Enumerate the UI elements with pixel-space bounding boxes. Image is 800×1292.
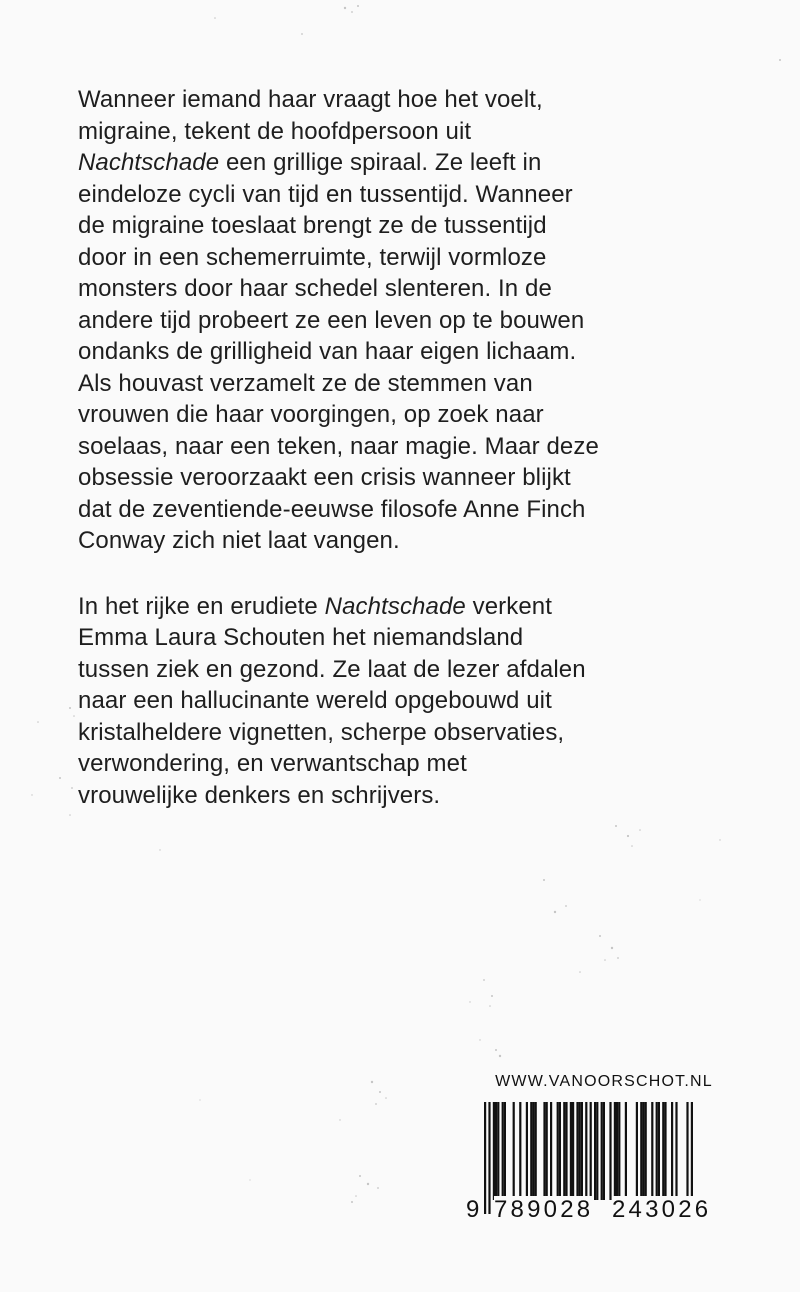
book-title-italic: Nachtschade bbox=[78, 149, 220, 176]
barcode-bar bbox=[572, 1102, 574, 1200]
barcode-bar bbox=[559, 1102, 561, 1200]
blurb-line: eindeloze cycli van tijd en tussentijd. Wanneer bbox=[78, 180, 573, 208]
barcode-bar bbox=[557, 1102, 559, 1200]
barcode-bar bbox=[535, 1102, 537, 1200]
barcode-bar bbox=[519, 1102, 521, 1200]
blurb-line: Wanneer iemand haar vraagt hoe het voelt, bbox=[78, 86, 543, 113]
barcode-bar bbox=[651, 1102, 653, 1200]
barcode-bar bbox=[550, 1102, 552, 1200]
barcode-bar bbox=[645, 1102, 647, 1200]
barcode-bar bbox=[614, 1102, 616, 1200]
barcode-bar bbox=[530, 1102, 532, 1200]
barcode-bar bbox=[495, 1102, 497, 1200]
barcode-bar bbox=[671, 1102, 673, 1200]
blurb-line: migraine, tekent de hoofdpersoon uit bbox=[78, 117, 472, 145]
blurb-line: verwondering, en verwantschap met bbox=[78, 750, 467, 777]
blurb-line: In het rijke en erudiete Nachtschade verkent bbox=[78, 592, 553, 620]
blurb-line: Conway zich niet laat vangen. bbox=[78, 527, 400, 554]
blurb-line: naar een hallucinante wereld opgebouwd uit bbox=[78, 687, 552, 714]
barcode-bar bbox=[563, 1102, 565, 1200]
barcode-bar bbox=[625, 1102, 627, 1200]
barcode-bar bbox=[565, 1102, 567, 1200]
blurb-line: monsters door haar schedel slenteren. In de bbox=[78, 275, 552, 302]
blurb-paragraph-1 bbox=[78, 84, 678, 557]
isbn-left-group: 789028 bbox=[494, 1196, 594, 1223]
blurb-line: door in een schemerruimte, terwijl vormloze bbox=[78, 243, 547, 271]
blurb-line: vrouwelijke denkers en schrijvers. bbox=[78, 781, 441, 809]
barcode-bar bbox=[504, 1102, 506, 1200]
blurb-paragraph-2 bbox=[78, 591, 678, 812]
blurb-line: Als houvast verzamelt ze de stemmen van bbox=[78, 369, 533, 397]
blurb-line: de migraine toeslaat brengt ze de tussentijd bbox=[78, 212, 547, 239]
blurb-line: kristalheldere vignetten, scherpe observaties, bbox=[78, 718, 565, 746]
barcode-bar bbox=[664, 1102, 666, 1200]
blurb-line: soelaas, naar een teken, naar magie. Maar deze bbox=[78, 432, 599, 460]
blurb-line: vrouwen die haar voorgingen, op zoek naar bbox=[78, 401, 544, 428]
barcode-bar bbox=[581, 1102, 583, 1200]
barcode-bar bbox=[658, 1102, 660, 1200]
barcode-bar bbox=[656, 1102, 658, 1200]
barcode-bar bbox=[579, 1102, 581, 1200]
barcode-bar bbox=[513, 1102, 515, 1200]
barcode-bar bbox=[640, 1102, 642, 1200]
barcode-bar bbox=[642, 1102, 644, 1200]
blurb-line: tussen ziek en gezond. Ze laat de lezer afdalen bbox=[78, 655, 586, 683]
barcode-bar bbox=[594, 1102, 596, 1200]
barcode-bar bbox=[546, 1102, 548, 1200]
barcode-bar bbox=[576, 1102, 578, 1200]
isbn-digits bbox=[466, 1196, 728, 1226]
barcode-bar bbox=[609, 1102, 611, 1200]
barcode-bar bbox=[636, 1102, 638, 1200]
blurb-line: Emma Laura Schouten het niemandsland bbox=[78, 624, 524, 651]
publisher-website: WWW.VANOORSCHOT.NL bbox=[495, 1073, 713, 1090]
back-cover-blurb bbox=[78, 84, 678, 811]
blurb-line: ondanks de grilligheid van haar eigen lichaam. bbox=[78, 338, 577, 365]
book-title-italic: Nachtschade bbox=[324, 592, 466, 620]
blurb-line: Nachtschade een grillige spiraal. Ze leeft in bbox=[78, 149, 542, 176]
barcode-bar bbox=[532, 1102, 534, 1200]
barcode-bar bbox=[601, 1102, 603, 1200]
barcode-bar bbox=[526, 1102, 528, 1200]
barcode-bar bbox=[616, 1102, 618, 1200]
barcode-bar bbox=[675, 1102, 677, 1200]
blurb-line: dat de zeventiende-eeuwse filosofe Anne Finch bbox=[78, 495, 586, 523]
barcode-bar bbox=[618, 1102, 620, 1200]
blurb-line: andere tijd probeert ze een leven op te bouwen bbox=[78, 306, 585, 334]
barcode-bar bbox=[502, 1102, 504, 1200]
barcode-bar bbox=[603, 1102, 605, 1200]
isbn-lead-digit: 9 bbox=[466, 1196, 480, 1223]
blurb-line: obsessie veroorzaakt een crisis wanneer blijkt bbox=[78, 464, 571, 491]
barcode-bar bbox=[493, 1102, 495, 1200]
barcode-bar bbox=[497, 1102, 499, 1200]
isbn-right-group: 243026 bbox=[612, 1196, 712, 1223]
barcode-bar bbox=[596, 1102, 598, 1200]
barcode-bar bbox=[570, 1102, 572, 1200]
barcode-bar bbox=[543, 1102, 545, 1200]
barcode-bar bbox=[662, 1102, 664, 1200]
